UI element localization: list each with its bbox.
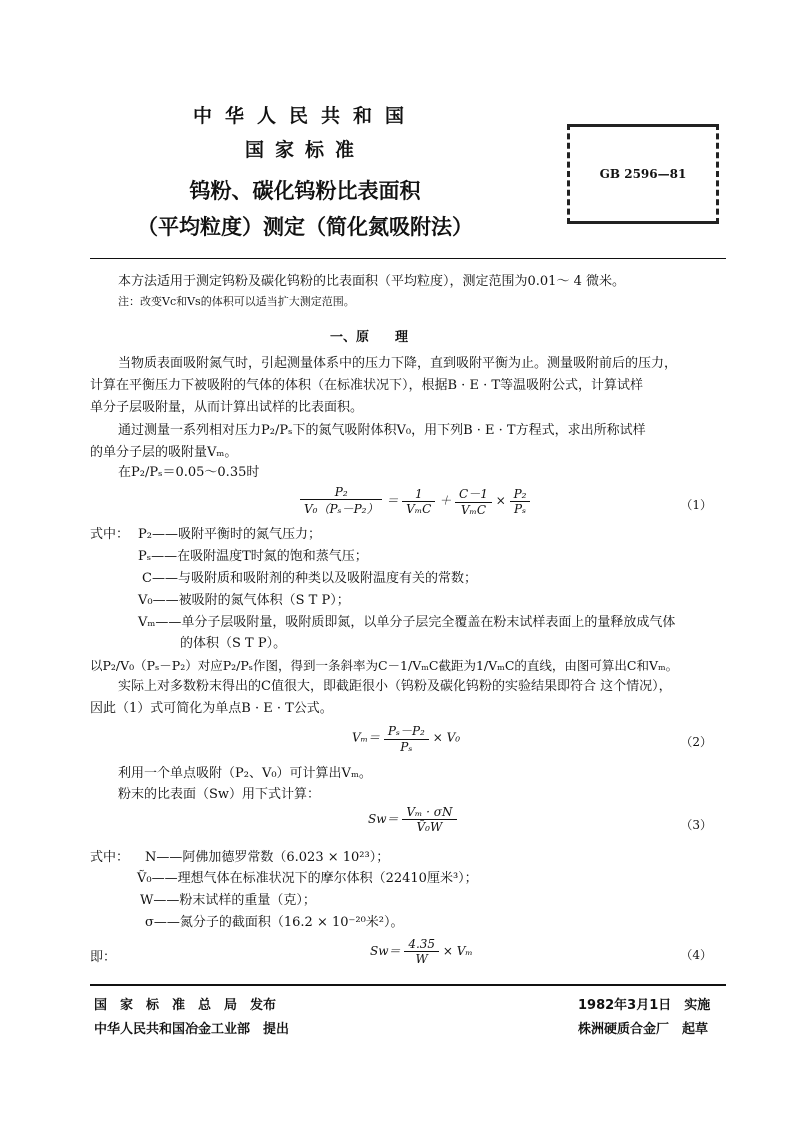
simplification-line2: 因此（1）式可简化为单点B · E · T公式。	[90, 701, 333, 716]
standard-code-box	[567, 124, 719, 224]
def-p2: P₂——吸附平衡时的氮气压力；	[138, 527, 321, 542]
principle-p1-line2: 计算在平衡压力下被吸附的气体的体积（在标准状况下），根据B · E · T等温吸附公式，计算试样	[90, 378, 644, 393]
standard-type: 国家标准	[244, 139, 365, 161]
proposer: 中华人民共和国冶金工业部 提出	[94, 1022, 290, 1037]
def-c: C——与吸附质和吸附剂的种类以及吸附温度有关的常数；	[142, 571, 477, 586]
def-n: N——阿佛加德罗常数（6.023 × 10²³）；	[145, 850, 390, 865]
doc-title-line2: （平均粒度）测定（简化氮吸附法）	[137, 215, 473, 239]
section-title-principle: 一、原 理	[330, 330, 409, 345]
drafter: 株洲硬质合金厂 起草	[578, 1022, 709, 1037]
eq1-term1: $\frac{1}{\text{VₘC}}$	[402, 487, 435, 516]
country-title: 中华人民共和国	[192, 105, 417, 127]
eq4-fraction: $\frac{4.35}{W}$	[404, 937, 439, 966]
eq4-prefix: 即：	[90, 950, 117, 965]
eq3-label: （3）	[680, 818, 712, 832]
def-v0-molar: Ṽ₀——理想气体在标准状况下的摩尔体积（22410厘米³）；	[137, 871, 478, 886]
scope-note: 注：改变Vc和Vs的体积可以适当扩大测定范围。	[118, 295, 355, 308]
eq1-term2: $\frac{C-1}{\text{VₘC}}$	[455, 485, 492, 517]
equation-4: Sw＝ $\frac{4.35}{W}$ × Vₘ	[370, 937, 473, 966]
standard-code: GB 2596—81	[599, 167, 687, 181]
doc-title-line1: 钨粉、碳化钨粉比表面积	[189, 179, 421, 203]
def-w: W——粉末试样的重量（克）；	[140, 893, 316, 908]
title-block	[120, 103, 490, 245]
def-vm-line2: 的体积（S T P）。	[180, 636, 287, 651]
equation-2: Vₘ＝ $\frac{\text{Pₛ－P₂}}{\text{Pₛ}}$ × V₀	[352, 724, 461, 754]
def-v0: V₀——被吸附的氮气体积（S T P）；	[138, 593, 350, 608]
def-sigma: σ——氮分子的截面积（16.2 × 10⁻²⁰米²）。	[145, 915, 404, 930]
scope-text: 本方法适用于测定钨粉及碳化钨粉的比表面积（平均粒度），测定范围为0.01～ 4 微米。	[118, 274, 625, 289]
def-vm-line1: Vₘ——单分子层吸附量，吸附质即氮，以单分子层完全覆盖在粉末试样表面上的量释放成气体	[138, 615, 676, 630]
equation-1: $\frac{\text{P₂}}{\text{V₀（Pₛ－P₂）}}$ ＝ $\frac{1}{\text{VₘC}}$ ＋ $\frac{C-1}{\text{VₘC}}$ × $\frac{\text{P₂}}{\text{Pₛ}}$	[300, 485, 530, 517]
principle-p2-line2: 的单分子层的吸附量Vₘ。	[90, 445, 238, 460]
header-divider	[90, 258, 726, 259]
eq2-label: （2）	[680, 735, 712, 749]
eq2-fraction: $\frac{\text{Pₛ－P₂}}{\text{Pₛ}}$	[384, 722, 429, 754]
defs2-prefix: 式中：	[90, 850, 130, 865]
eq1-lhs: $\frac{\text{P₂}}{\text{V₀（Pₛ－P₂）}}$	[300, 485, 382, 517]
effective-date: 1982年3月1日 实施	[578, 998, 711, 1013]
specific-surface-intro: 粉末的比表面（Sw）用下式计算：	[118, 787, 321, 802]
single-point-text: 利用一个单点吸附（P₂、V₀）可计算出Vₘ。	[118, 766, 372, 781]
defs1-prefix: 式中：	[90, 527, 130, 542]
simplification-line1: 实际上对多数粉末得出的C值很大，即截距很小（钨粉及碳化钨粉的实验结果即符合 这个情况），	[118, 679, 672, 694]
eq1-term3: $\frac{\text{P₂}}{\text{Pₛ}}$	[510, 487, 531, 516]
principle-p3: 在P₂/Pₛ＝0.05～0.35时	[118, 465, 260, 480]
plot-description: 以P₂/V₀（Pₛ－P₂）对应P₂/Pₛ作图，得到一条斜率为C－1/VₘC截距为1/VₘC的直线，由图可算出C和Vₘ。	[90, 658, 679, 673]
eq1-label: （1）	[680, 498, 712, 512]
eq4-label: （4）	[680, 948, 712, 962]
principle-p1-line3: 单分子层吸附量，从而计算出试样的比表面积。	[90, 400, 364, 415]
def-ps: Pₛ——在吸附温度T时氮的饱和蒸气压；	[138, 549, 368, 564]
principle-p1-line1: 当物质表面吸附氮气时，引起测量体系中的压力下降，直到吸附平衡为止。测量吸附前后的压力，	[118, 356, 678, 371]
equation-3: Sw＝ $\frac{\text{Vₘ · σN}}{\text{Ṽ₀W}}$	[368, 805, 457, 834]
issuer: 国 家 标 准 总 局 发布	[94, 998, 277, 1013]
footer-divider	[90, 984, 726, 986]
principle-p2-line1: 通过测量一系列相对压力P₂/Pₛ下的氮气吸附体积V₀，用下列B · E · T方程式，求出所称试样	[118, 423, 646, 438]
eq3-fraction: $\frac{\text{Vₘ · σN}}{\text{Ṽ₀W}}$	[402, 805, 456, 834]
